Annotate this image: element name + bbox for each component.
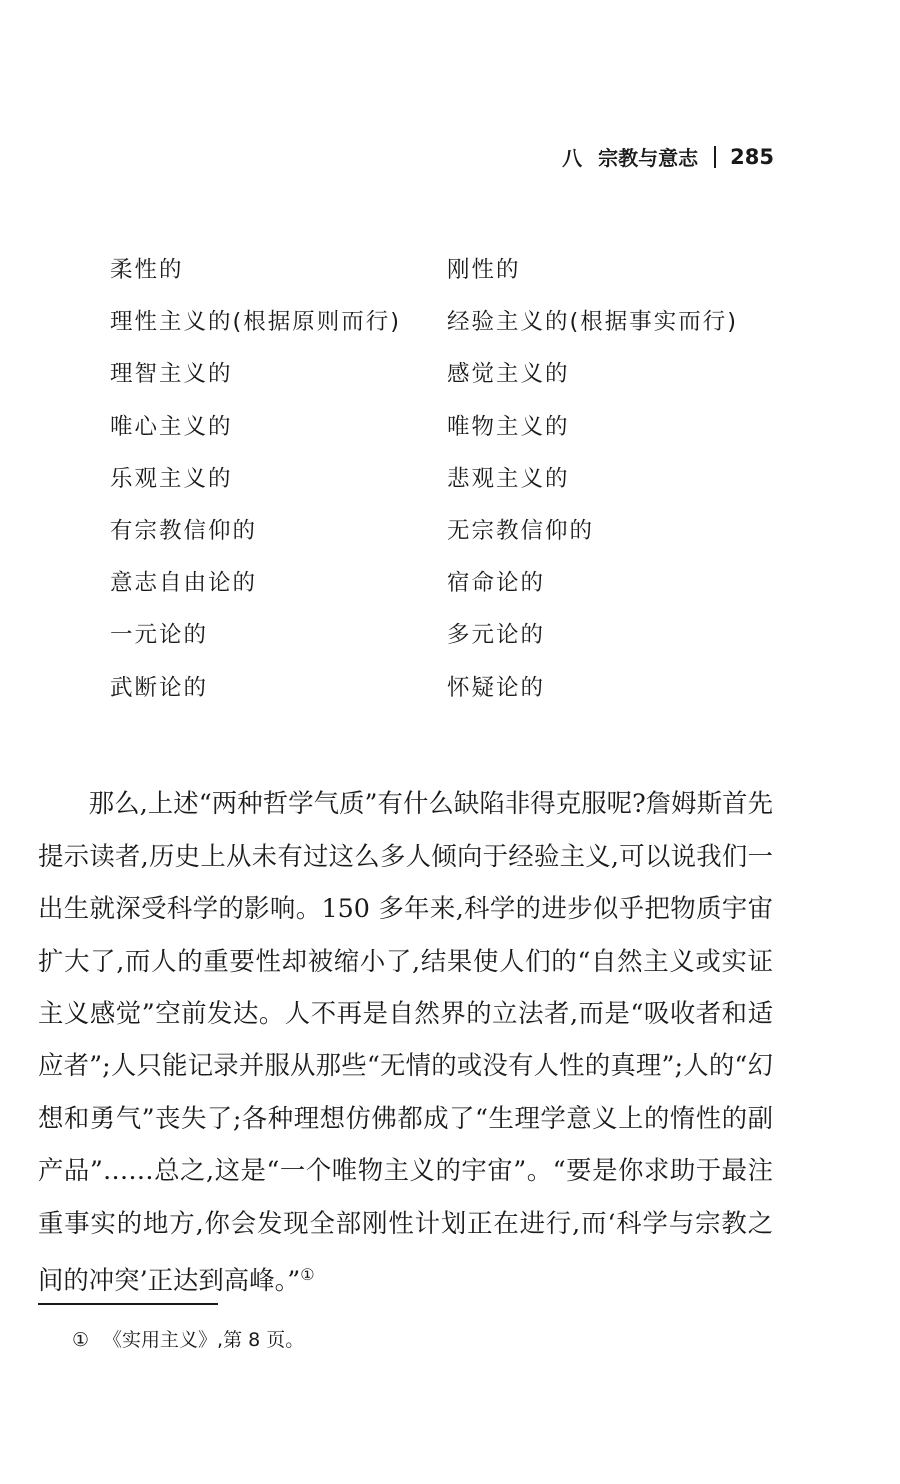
tender-minded-trait: 一元论的 bbox=[110, 622, 209, 649]
tender-minded-trait: 理智主义的 bbox=[110, 361, 233, 388]
tough-minded-trait: 怀疑论的 bbox=[447, 674, 546, 701]
tough-minded-trait: 多元论的 bbox=[447, 622, 546, 649]
tough-minded-trait: 刚性的 bbox=[447, 257, 521, 283]
footnote-text: 《实用主义》,第 8 页。 bbox=[103, 1329, 305, 1351]
tender-minded-trait: 理性主义的(根据原则而行) bbox=[110, 309, 402, 336]
footnote-reference[interactable]: ① bbox=[300, 1265, 315, 1285]
tough-minded-trait: 宿命论的 bbox=[447, 570, 546, 597]
footnote-marker: ① bbox=[72, 1329, 90, 1351]
footnote bbox=[72, 1325, 304, 1352]
body-paragraph bbox=[38, 777, 773, 1306]
tough-minded-trait: 无宗教信仰的 bbox=[447, 517, 595, 544]
header-separator bbox=[714, 146, 716, 168]
table-row bbox=[110, 511, 790, 563]
tough-minded-trait: 经验主义的(根据事实而行) bbox=[447, 309, 739, 336]
table-row bbox=[110, 563, 790, 615]
running-header bbox=[562, 142, 774, 171]
table-row bbox=[110, 302, 790, 354]
table-row bbox=[110, 407, 790, 459]
table-row bbox=[110, 459, 790, 511]
tender-minded-trait: 柔性的 bbox=[110, 257, 184, 283]
temperament-contrast-table bbox=[110, 250, 790, 720]
table-row bbox=[110, 668, 790, 720]
page-number: 285 bbox=[730, 144, 774, 169]
tender-minded-trait: 意志自由论的 bbox=[110, 570, 258, 597]
chapter-number: 八 bbox=[562, 146, 583, 170]
table-row bbox=[110, 615, 790, 667]
tough-minded-trait: 感觉主义的 bbox=[447, 361, 570, 388]
chapter-title: 宗教与意志 bbox=[598, 146, 699, 170]
tender-minded-trait: 乐观主义的 bbox=[110, 465, 233, 492]
tender-minded-trait: 唯心主义的 bbox=[110, 413, 233, 440]
tough-minded-trait: 唯物主义的 bbox=[447, 413, 570, 440]
table-row bbox=[110, 354, 790, 406]
table-row bbox=[110, 250, 790, 302]
tough-minded-trait: 悲观主义的 bbox=[447, 465, 570, 492]
tender-minded-trait: 武断论的 bbox=[110, 674, 209, 701]
paragraph-text: 那么,上述“两种哲学气质”有什么缺陷非得克服呢?詹姆斯首先提示读者,历史上从未有过这么多人倾向于经验主义,可以说我们一出生就深受科学的影响。150 多年来,科学的进步似乎把物质宇宙扩大了,而人的重要性却被缩小了,结果使人们的“自然主义或实证主义感觉”空前发达。人不再是自然界的立法者,而是“吸收者和适应者”;人只能记录并服从那些“无情的或没有人性的真理”;人的“幻想和勇气”丧失了;各种理想仿佛都成了“生理学意义上的惰性的副产品”……总之,这是“一个唯物主义的宇宙”。“要是你求助于最注重事实的地方,你会发现全部刚性计划正在进行,而‘科学与宗教之间的冲突’正达到高峰。” bbox=[38, 788, 773, 1296]
footnote-divider bbox=[38, 1303, 218, 1305]
tender-minded-trait: 有宗教信仰的 bbox=[110, 517, 258, 544]
